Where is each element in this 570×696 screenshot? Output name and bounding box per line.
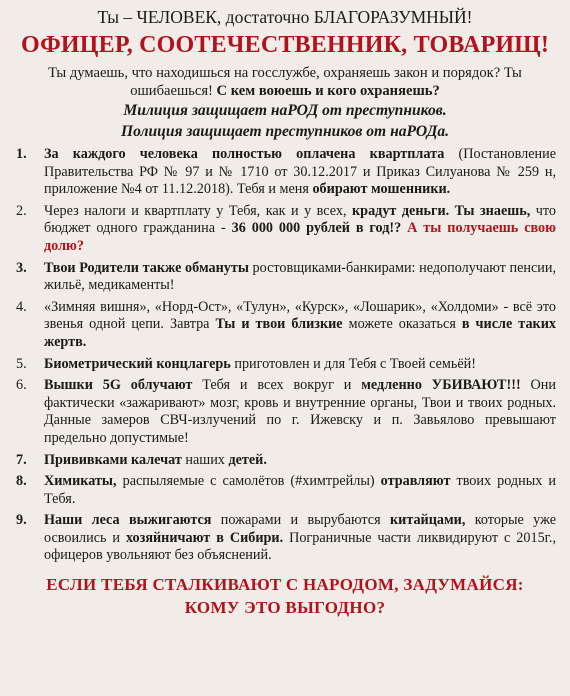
list-item-number: 4. bbox=[16, 298, 27, 315]
list-item-number: 3. bbox=[16, 259, 27, 276]
intro bbox=[14, 64, 556, 100]
list-item-text bbox=[44, 260, 556, 295]
list-item bbox=[14, 473, 556, 508]
list-item bbox=[14, 377, 556, 447]
list-item-text bbox=[44, 473, 556, 508]
text-run: Ты и твои близкие bbox=[215, 316, 343, 333]
list-item bbox=[14, 356, 556, 374]
text-run: пожарами и вырубаются bbox=[211, 512, 390, 529]
list-item-text bbox=[44, 452, 556, 470]
text-run: Прививками калечат bbox=[44, 451, 182, 468]
text-run: А ты получаешь свою долю? bbox=[44, 220, 556, 254]
text-run: Химикаты, bbox=[44, 473, 117, 490]
text-run: ростовщиками-банкирами: недополучают пенсии, жильё, медикаменты! bbox=[44, 259, 556, 294]
list-item-number: 2. bbox=[16, 202, 27, 219]
list-item bbox=[14, 299, 556, 352]
text-run: можете оказаться bbox=[342, 316, 462, 333]
text-run: детей. bbox=[228, 451, 267, 468]
slogan-police: Полиция защищает преступников от наРОДа. bbox=[120, 123, 450, 140]
text-run: Наши леса выжигаются bbox=[44, 512, 212, 529]
text-run: которые уже освоились и bbox=[44, 512, 556, 546]
list-item-number: 8. bbox=[16, 473, 27, 490]
text-run: распыляемые с самолётов (#химтрейлы) bbox=[116, 473, 381, 490]
list-item-number: 7. bbox=[16, 451, 27, 468]
text-run: За каждого человека полностью оплачена квартплата bbox=[44, 146, 445, 162]
text-run: Они фактически «зажаривают» мозг, кровь и внутренние органы, Твои и твоих родных. Данные замеров СВЧ-излучений по г. Ижевску и п. Завьялово превышают предельно допустимые! bbox=[44, 377, 556, 446]
text-run: «Зимняя вишня», «Норд-Ост», «Тулун», «Курск», «Лошарик», «Холдоми» - всё это звенья одной цепи. Завтра bbox=[44, 298, 556, 333]
text-run: что бюджет одного гражданина - bbox=[44, 202, 556, 237]
list-item-text bbox=[44, 146, 556, 199]
list-item-number: 9. bbox=[16, 512, 27, 529]
text-run: приготовлен и для Тебя с Твоей семьёй! bbox=[230, 355, 476, 372]
list-item bbox=[14, 260, 556, 295]
text-run: (Постановление Правительства РФ № 97 и № 1710 от 30.12.2017 и Приказ Силуанова № 259 н, приложение №4 от 11.12.2018). Тебя и меня bbox=[44, 146, 556, 198]
list-item-text bbox=[44, 299, 556, 352]
text-run: обирают мошенники. bbox=[312, 181, 451, 198]
text-run: Вышки 5G облучают bbox=[44, 377, 193, 394]
text-run: Через налоги и квартплату у Тебя, как и у всех, bbox=[44, 202, 352, 219]
text-run: китайцами, bbox=[389, 512, 466, 529]
list-item-text bbox=[44, 512, 556, 565]
text-run: наших bbox=[181, 451, 229, 468]
top-line: Ты – ЧЕЛОВЕК, достаточно БЛАГОРАЗУМНЫЙ! bbox=[97, 7, 473, 27]
text-run: Твои Родители также обмануты bbox=[44, 259, 249, 276]
text-run: отравляют bbox=[380, 473, 451, 490]
intro-text: Ты думаешь, что находишься на госслужбе, охраняешь закон и порядок? Ты ошибаешься! bbox=[48, 65, 522, 99]
text-run: 36 000 000 рублей в год!? bbox=[231, 220, 402, 237]
footer-line-2: КОМУ ЭТО ВЫГОДНО? bbox=[184, 598, 386, 618]
text-run: Биометрический концлагерь bbox=[44, 355, 231, 372]
list-item bbox=[14, 146, 556, 199]
text-run: хозяйничают в Сибири. bbox=[125, 529, 284, 546]
list-item-number: 6. bbox=[16, 377, 27, 394]
text-run: Пограничные части ликвидируют с 2015г., офицеров увольняют без объяснений. bbox=[44, 529, 556, 564]
list-item-text bbox=[44, 203, 556, 256]
intro-question: С кем воюешь и кого охраняешь? bbox=[216, 83, 440, 99]
list-item-number: 1. bbox=[16, 146, 27, 162]
claims-list bbox=[14, 146, 556, 565]
list-item-text bbox=[44, 356, 556, 374]
text-run: в числе таких жертв. bbox=[44, 316, 556, 350]
slogan-militia: Милиция защищает наРОД от преступников. bbox=[123, 102, 447, 119]
list-item-text bbox=[44, 377, 556, 447]
list-item bbox=[14, 512, 556, 565]
text-run: твоих родных и Тебя. bbox=[44, 473, 556, 507]
list-item bbox=[14, 203, 556, 256]
headline: ОФИЦЕР, СООТЕЧЕСТВЕННИК, ТОВАРИЩ! bbox=[20, 32, 550, 58]
text-run: медленно УБИВАЮТ!!! bbox=[361, 377, 521, 394]
footer-line-1: ЕСЛИ ТЕБЯ СТАЛКИВАЮТ С НАРОДОМ, ЗАДУМАЙСЯ: bbox=[46, 575, 524, 595]
list-item-number: 5. bbox=[16, 355, 27, 372]
text-run: Тебя и всех вокруг и bbox=[192, 377, 362, 394]
text-run: крадут деньги. Ты знаешь, bbox=[352, 202, 531, 219]
list-item bbox=[14, 452, 556, 470]
